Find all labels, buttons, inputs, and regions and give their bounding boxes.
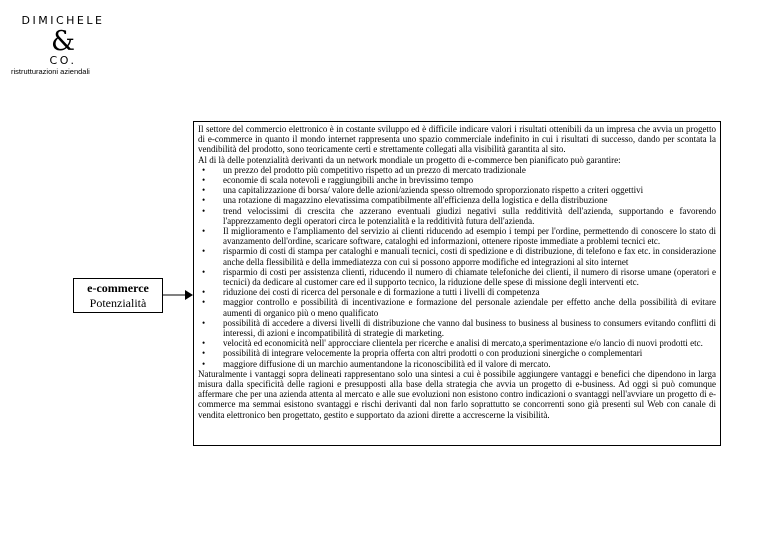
- bullet-icon: •: [202, 338, 206, 349]
- list-item-text: possibilità di accedere a diversi livelli di distribuzione che vanno dal business to business al business to consumers evitando conflitti di interessi, di azioni e incompatibilità di strategie di marketing.: [223, 317, 716, 339]
- logo-ampersand: &: [50, 26, 76, 57]
- list-item: [198, 338, 716, 348]
- topic-title: e-commerce: [87, 281, 149, 295]
- lead-paragraph: Al di là delle potenzialità derivanti da un network mondiale un progetto di e-commerce ben pianificato può garantire:: [198, 154, 621, 165]
- list-item-text: possibilità di integrare velocemente la propria offerta con altri prodotti o con produzioni sinergiche o complementari: [223, 348, 643, 359]
- arrow-right-icon: [163, 288, 193, 302]
- bullet-icon: •: [202, 317, 206, 328]
- bullet-icon: •: [202, 175, 206, 186]
- logo-name: DIMICHELE: [21, 14, 105, 27]
- list-item-text: trend velocissimi di crescita che azzerano eventuali giudizi negativi sulla redditività dell'azienda, supportando e favorendo l'apprezzamento degli operatori circa le potenzialità e la redditività futura dell'azienda.: [223, 205, 716, 226]
- list-item-text: una capitalizzazione di borsa/ valore delle azioni/azienda spesso oltremodo sproporzionato rispetto a criteri oggettivi: [223, 185, 644, 196]
- bullet-icon: •: [202, 226, 206, 237]
- benefits-list: [198, 165, 716, 369]
- list-item: [198, 175, 716, 185]
- list-item: [198, 297, 716, 317]
- list-item: [198, 359, 716, 369]
- list-item: [198, 165, 716, 175]
- bullet-icon: •: [202, 266, 206, 277]
- bullet-icon: •: [202, 287, 206, 298]
- bullet-icon: •: [202, 246, 206, 257]
- bullet-icon: •: [202, 348, 206, 359]
- intro-paragraph: Il settore del commercio elettronico è in costante sviluppo ed è difficile indicare valori i risultati ottenibili da un impresa che avvia un progetto di e-commerce in quanto il mondo internet rappresenta uno spazio commerciale indefinito in cui i risultati di successo, dando per scontata la vendibilità del prodotto, sono teoricamente certi e strettamente collegati alla visibilità garantita al sito.: [198, 124, 716, 155]
- bullet-icon: •: [202, 358, 206, 369]
- list-item-text: una rotazione di magazzino elevatissima compatibilmente all'efficienza della logistica e della distribuzione: [223, 195, 608, 206]
- list-item-text: un prezzo del prodotto più competitivo rispetto ad un prezzo di mercato tradizionale: [223, 164, 526, 175]
- logo-tagline: ristrutturazioni aziendali: [11, 67, 90, 76]
- bullet-icon: •: [202, 185, 206, 196]
- list-item: [198, 246, 716, 266]
- topic-label-box: [73, 278, 163, 313]
- bullet-icon: •: [202, 164, 206, 175]
- company-logo: [8, 14, 118, 77]
- list-item-text: velocità ed economicità nell' approcciare clientela per ricerche e analisi di mercato,a sperimentazione e/o lancio di nuovi prodotti etc.: [223, 338, 703, 349]
- list-item-text: maggiore diffusione di un marchio aumentandone la riconoscibilità ed il valore di mercato.: [223, 358, 551, 369]
- closing-paragraph: Naturalmente i vantaggi sopra delineati rappresentano solo una sintesi a cui è possibile aggiungere vantaggi e benefici che dipendono in larga misura dalla specificità delle ragioni e presupposti alla base della strategia che avvia un progetto di e-business. Ad oggi si può comunque affermare che per una azienda attenta al mercato e alle sue evoluzioni non esistono contro indicazioni o svantaggi nell'avviare un progetto di e-commerce ma semmai esistono svantaggi e rischi derivanti dal non farlo soprattutto se concorrenti sono già presenti sul Web con canale di vendita elettronico ben progettato, gestito e supportato da azioni dirette a accrescerne la visibilità.: [198, 368, 716, 420]
- list-item: [198, 318, 716, 338]
- list-item-text: economie di scala notevoli e raggiungibili anche in brevissimo tempo: [223, 175, 474, 186]
- list-item: [198, 287, 716, 297]
- list-item-text: Il miglioramento e l'ampliamento del servizio ai clienti riducendo ad esempio i tempi per l'ordine, permettendo di conoscere lo stato di avanzamento dell'ordine, scaricare software, cataloghi ed informazioni, ottenere riposte immediate a problemi tecnici etc.: [223, 226, 716, 247]
- bullet-icon: •: [202, 297, 206, 308]
- list-item: [198, 267, 716, 287]
- list-item-text: riduzione dei costi di ricerca del personale e di formazione a tutti i livelli di competenza: [223, 287, 540, 298]
- list-item-text: maggior controllo e possibilità di incentivazione e formazione del personale aziendale per effetto anche della possibilità di evitare aumenti di organico più o meno qualificato: [223, 297, 716, 318]
- bullet-icon: •: [202, 205, 206, 216]
- list-item-text: risparmio di costi di stampa per cataloghi e manuali tecnici, costi di spedizione e di distribuzione, di telefono e fax etc. in considerazione anche della flessibilità e della immediatezza con cui si possono apporre modifiche ed integrazioni al sito internet: [223, 246, 716, 267]
- list-item: [198, 226, 716, 246]
- topic-subtitle: Potenzialità: [89, 296, 147, 310]
- list-item: [198, 185, 716, 195]
- logo-co: CO.: [49, 54, 77, 67]
- content-box: [193, 121, 721, 446]
- list-item-text: risparmio di costi per assistenza clienti, riducendo il numero di chiamate telefoniche dei clienti, il numero di risorse umane (operatori e tecnici) da dedicare al customer care ed il supporto tecnico, la riduzione delle spese di missione degli interventi etc.: [223, 266, 716, 288]
- list-item: [198, 195, 716, 205]
- list-item: [198, 348, 716, 358]
- list-item: [198, 206, 716, 226]
- bullet-icon: •: [202, 195, 206, 206]
